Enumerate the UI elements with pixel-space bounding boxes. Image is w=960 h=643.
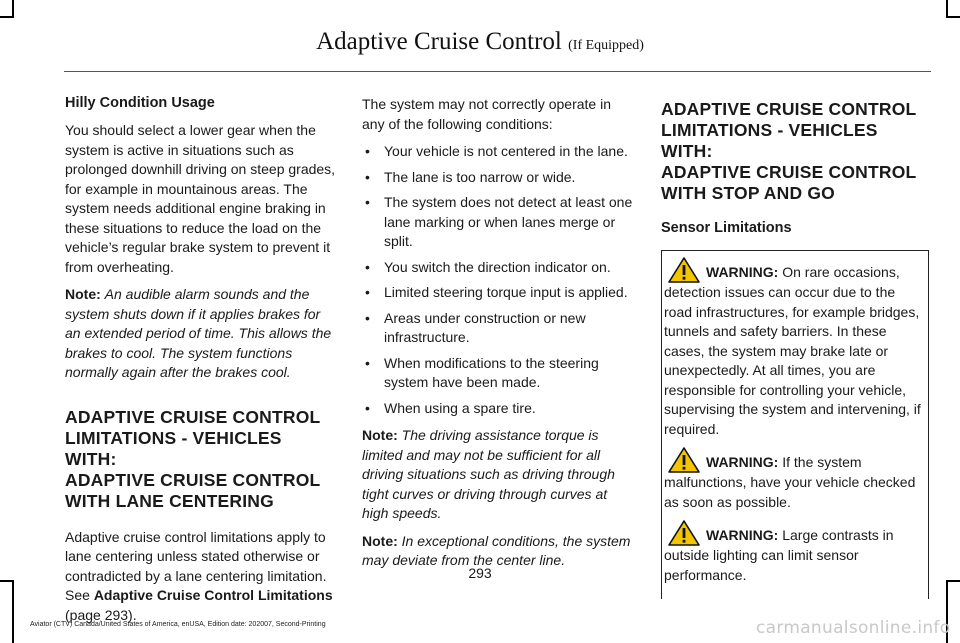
list-item: • The lane is too narrow or wide.	[362, 168, 634, 188]
page-header	[0, 28, 960, 56]
warning-text: On rare occasions, detection issues can occur due to the road infrastructures, for example bridges, tunnels and safety barriers. In these cases, the system may brake late or unexpectedly. At all times, you are responsible for controlling your vehicle, supervising the system and intervening, if required.	[664, 264, 921, 437]
list-item: • Areas under construction or new infrastructure.	[362, 309, 634, 348]
warning-label: WARNING:	[706, 264, 779, 280]
column-3	[661, 75, 927, 599]
section-line: ADAPTIVE CRUISE CONTROL	[661, 162, 917, 182]
footer-text: Aviator (CTV) Canada/United States of America, enUSA, Edition date: 202007, Second-Printing	[30, 621, 326, 628]
note-label: Note:	[65, 286, 101, 302]
crop-mark-top-right-h	[946, 16, 960, 18]
page-number: 293	[468, 565, 492, 581]
list-item: • When modifications to the steering system have been made.	[362, 354, 634, 393]
sensor-limitations-heading: Sensor Limitations	[661, 220, 792, 236]
crop-mark-top-left-h	[0, 16, 14, 18]
note-text: The driving assistance torque is limited and may not be sufficient for all driving situations such as driving through tight curves or driving through curves at high speeds.	[362, 427, 615, 521]
header-rule	[64, 71, 931, 72]
list-item: • When using a spare tire.	[362, 399, 634, 419]
section-line: ADAPTIVE CRUISE CONTROL	[65, 469, 321, 490]
list-item: • You switch the direction indicator on.	[362, 258, 634, 278]
warning-triangle-icon	[668, 520, 700, 546]
column-2	[362, 95, 634, 579]
note-label: Note:	[362, 427, 398, 443]
torque-note	[362, 426, 634, 524]
section-line: WITH LANE CENTERING	[65, 490, 274, 511]
watermark: carmanualsonline.info	[756, 618, 951, 638]
note-text: An audible alarm sounds and the system shuts down if it applies brakes for an extended period of time. This allows the brakes to cool. The system functions normally again after the brakes cool.	[65, 286, 332, 380]
warning-text: Large contrasts in outside lighting can limit sensor performance.	[664, 527, 894, 583]
warning-label: WARNING:	[706, 454, 779, 470]
para-text: Adaptive cruise control limitations apply to lane centering unless stated otherwise or contradicted by a lane centering limitation. See	[65, 528, 327, 603]
hilly-note	[65, 285, 337, 383]
warning-triangle-icon	[668, 257, 700, 283]
section-heading-stop-and-go	[661, 99, 927, 204]
warning-label: WARNING:	[706, 527, 779, 543]
section-line: LIMITATIONS - VEHICLES WITH:	[65, 427, 282, 469]
section-line: ADAPTIVE CRUISE CONTROL	[65, 406, 321, 427]
para-text: (page 293).	[65, 606, 137, 623]
section-heading-lane-centering	[65, 407, 337, 512]
list-item: • Your vehicle is not centered in the lane.	[362, 142, 634, 162]
note-label: Note:	[362, 532, 398, 549]
note-text: In exceptional conditions, the system may deviate from the center line.	[362, 532, 631, 568]
list-item: • The system does not detect at least one lane marking or when lanes merge or split.	[362, 193, 634, 252]
header-title: Adaptive Cruise Control	[316, 28, 562, 55]
section-line: WITH STOP AND GO	[661, 183, 835, 203]
warning-item	[664, 447, 926, 512]
cross-reference-link[interactable]: Adaptive Cruise Control Limitations	[93, 587, 333, 603]
header-suffix: (If Equipped)	[568, 38, 644, 53]
warning-item	[664, 257, 926, 439]
list-item: • Limited steering torque input is applied.	[362, 283, 634, 303]
conditions-intro: The system may not correctly operate in any of the following conditions:	[362, 96, 611, 132]
warning-box	[661, 250, 929, 599]
column-1	[65, 95, 337, 633]
crop-mark-bottom-left-v	[12, 580, 14, 643]
section-line: LIMITATIONS - VEHICLES WITH:	[661, 120, 878, 161]
hilly-heading: Hilly Condition Usage	[65, 95, 215, 111]
conditions-list	[362, 142, 634, 418]
warning-text: If the system malfunctions, have your vehicle checked as soon as possible.	[664, 454, 916, 510]
warning-triangle-icon	[668, 447, 700, 473]
hilly-paragraph: You should select a lower gear when the system is active in situations such as prolonged downhill driving on steep grades, for example in mountainous areas. The system needs additional engine braking in these situations to reduce the load on the vehicle’s regular brake system to prevent it from overheating.	[65, 122, 336, 275]
section-line: ADAPTIVE CRUISE CONTROL	[661, 99, 917, 119]
